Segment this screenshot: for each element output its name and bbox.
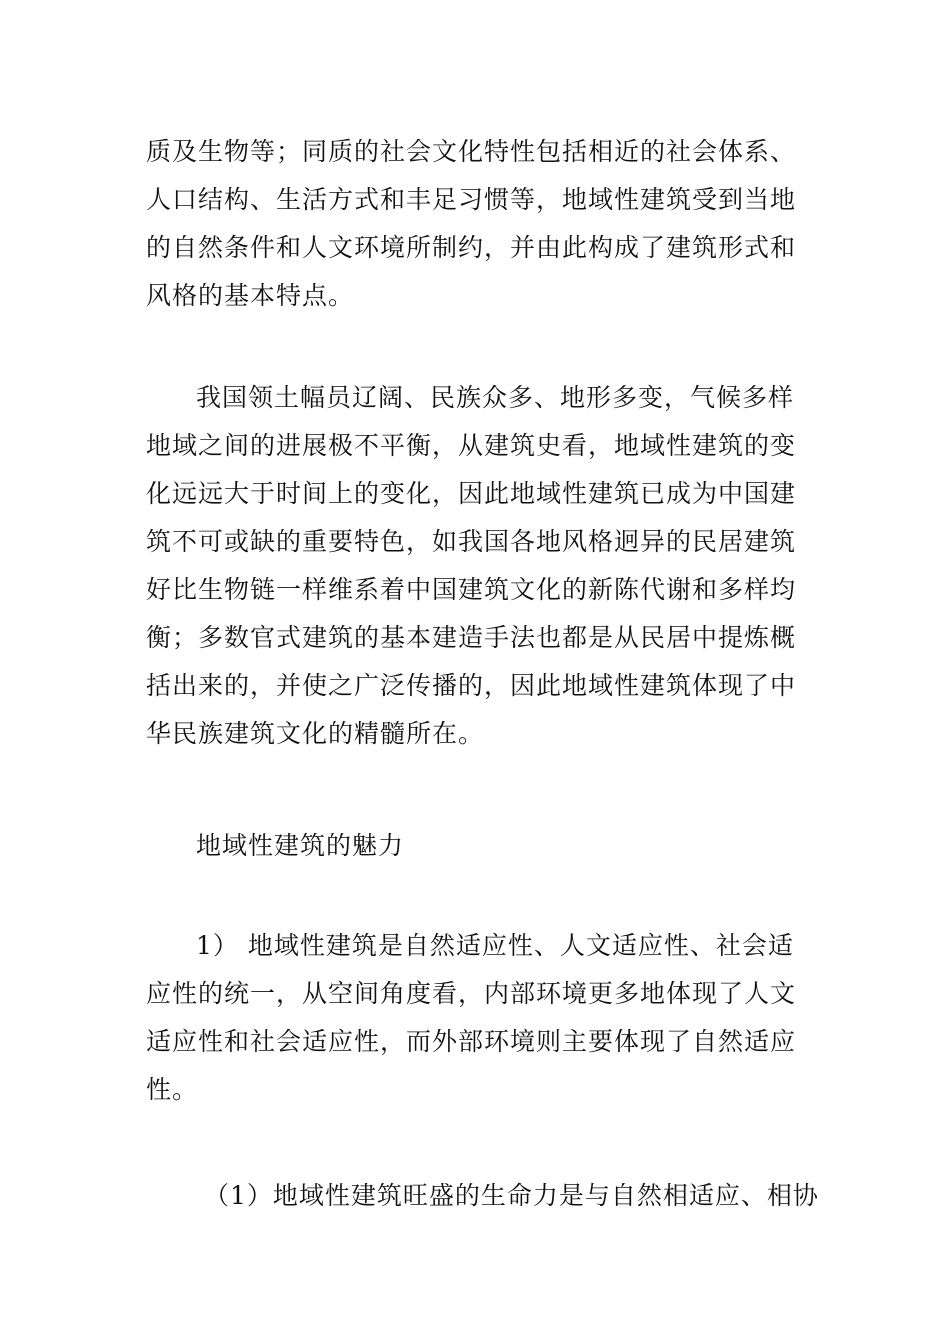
paragraph-3-line-3: 适应性和社会适应性，而外部环境则主要体现了自然适应	[146, 1027, 797, 1056]
paragraph-3-line-4: 性。	[146, 1075, 199, 1104]
paragraph-3-line-2: 应性的统一，从空间角度看，内部环境更多地体现了人文	[146, 979, 797, 1008]
paragraph-4-line-1: （1）地域性建筑旺盛的生命力是与自然相适应、相协	[204, 1181, 819, 1210]
paragraph-1-line-3: 的自然条件和人文环境所制约，并由此构成了建筑形式和	[146, 233, 797, 262]
section-heading: 地域性建筑的魅力	[196, 831, 405, 860]
paragraph-2-line-3: 化远远大于时间上的变化，因此地域性建筑已成为中国建	[146, 479, 797, 508]
paragraph-3-line-1: 1） 地域性建筑是自然适应性、人文适应性、社会适	[196, 931, 794, 960]
paragraph-2-line-1: 我国领土幅员辽阔、民族众多、地形多变，气候多样	[196, 383, 795, 412]
paragraph-1-line-2: 人口结构、生活方式和丰足习惯等，地域性建筑受到当地	[146, 185, 797, 214]
paragraph-1-line-4: 风格的基本特点。	[146, 281, 355, 310]
paragraph-2-line-7: 括出来的，并使之广泛传播的，因此地域性建筑体现了中	[146, 671, 797, 700]
paragraph-2-line-6: 衡；多数官式建筑的基本建造手法也都是从民居中提炼概	[146, 623, 797, 652]
paragraph-2-line-4: 筑不可或缺的重要特色，如我国各地风格迥异的民居建筑	[146, 527, 797, 556]
paragraph-1-line-1: 质及生物等；同质的社会文化特性包括相近的社会体系、	[146, 137, 797, 166]
paragraph-2-line-8: 华民族建筑文化的精髓所在。	[146, 719, 485, 748]
paragraph-2-line-5: 好比生物链一样维系着中国建筑文化的新陈代谢和多样均	[146, 575, 797, 604]
paragraph-2-line-2: 地域之间的进展极不平衡，从建筑史看，地域性建筑的变	[146, 431, 797, 460]
